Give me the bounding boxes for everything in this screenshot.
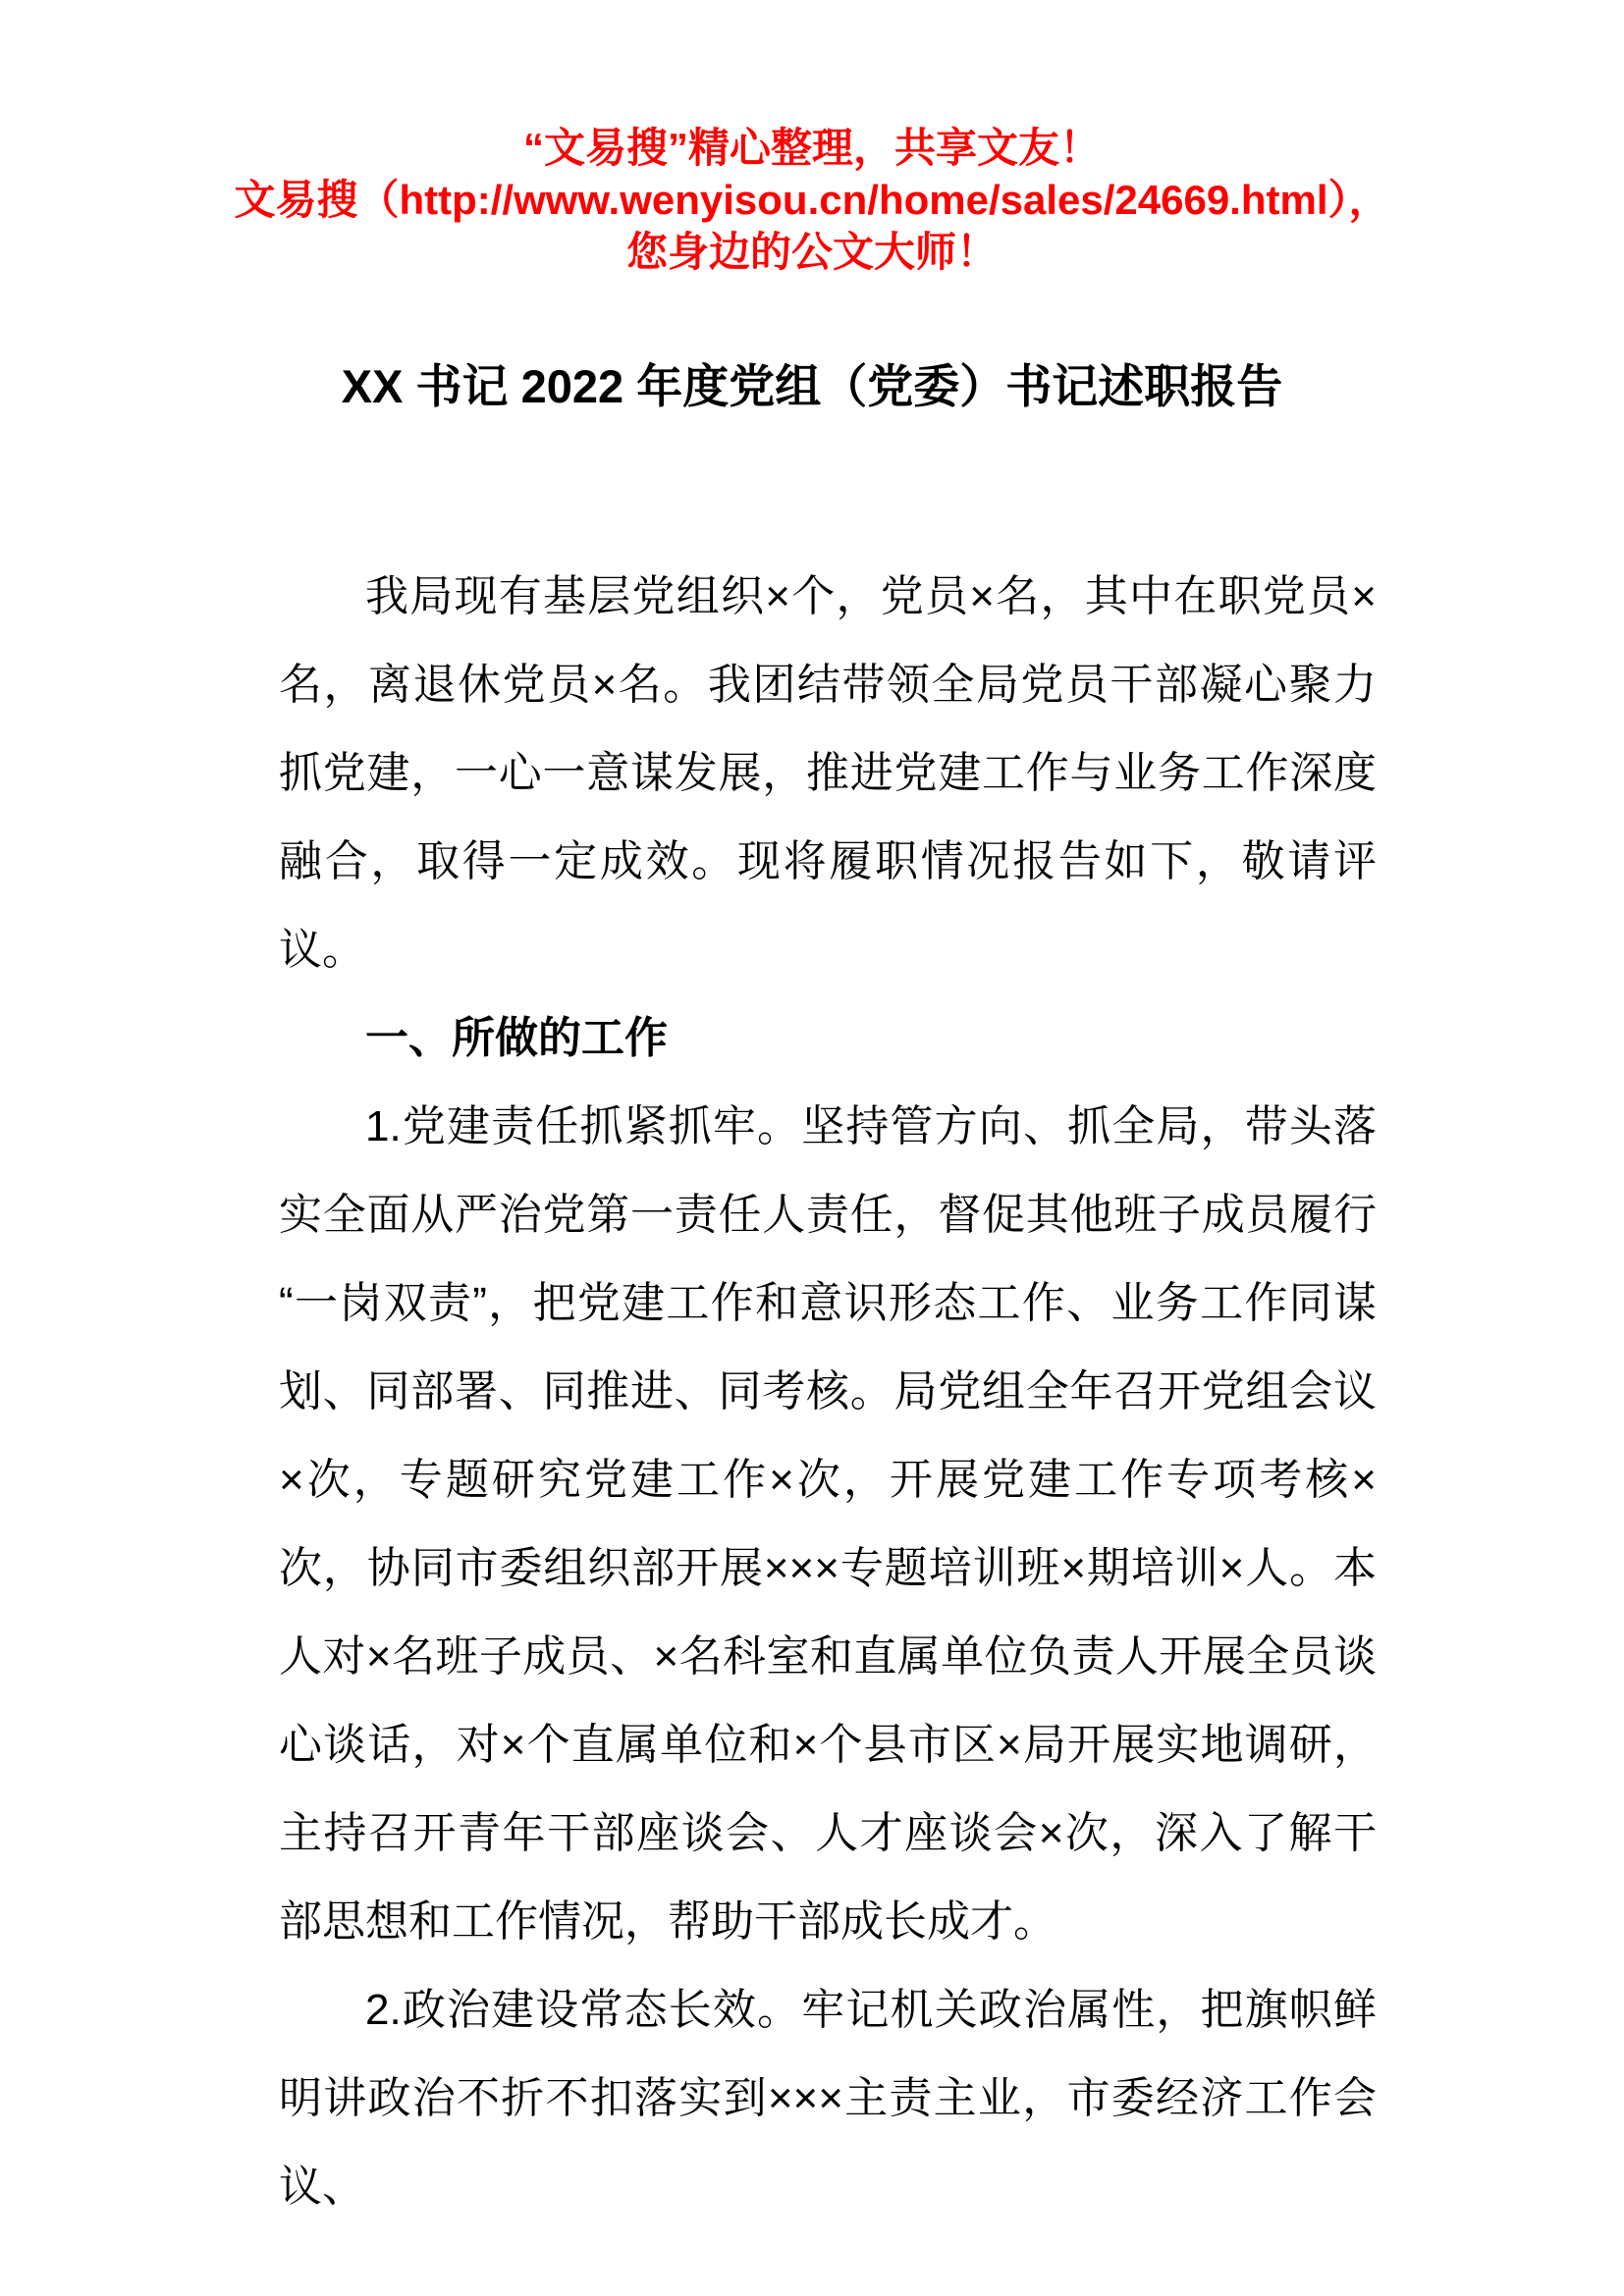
- section-heading-1: 一、所做的工作: [365, 1014, 668, 1062]
- document-title: XX 书记 2022 年度党组（党委）书记述职报告: [341, 360, 1283, 412]
- promo-header: [0, 0, 1624, 278]
- promo-line-1: “文易搜”精心整理，共享文友！: [522, 125, 1101, 171]
- promo-line-3: 您身边的公文大师！: [625, 229, 998, 275]
- promo-link-line: 文易搜（http://www.wenyisou.cn/home/sales/24669.html），: [234, 177, 1390, 223]
- paragraph-item-2: 2.政治建设常态长效。牢记机关政治属性，把旗帜鲜明讲政治不折不扣落实到×××主责主业，市委经济工作会议、: [279, 1986, 1377, 2211]
- paragraph-intro: 我局现有基层党组织×个，党员×名，其中在职党员×名，离退休党员×名。我团结带领全局党员干部凝心聚力抓党建，一心一意谋发展，推进党建工作与业务工作深度融合，取得一定成效。现将履职情况报告如下，敬请评议。: [279, 572, 1377, 974]
- document-body: [279, 553, 1377, 2231]
- paragraph-item-1: 1.党建责任抓紧抓牢。坚持管方向、抓全局，带头落实全面从严治党第一责任人责任，督促其他班子成员履行“一岗双责”，把党建工作和意识形态工作、业务工作同谋划、同部署、同推进、同考核。局党组全年召开党组会议×次，专题研究党建工作×次，开展党建工作专项考核×次，协同市委组织部开展×××专题培训班×期培训×人。本人对×名班子成员、×名科室和直属单位负责人开展全员谈心谈话，对×个直属单位和×个县市区×局开展实地调研，主持召开青年干部座谈会、人才座谈会×次，深入了解干部思想和工作情况，帮助干部成长成才。: [279, 1102, 1377, 1946]
